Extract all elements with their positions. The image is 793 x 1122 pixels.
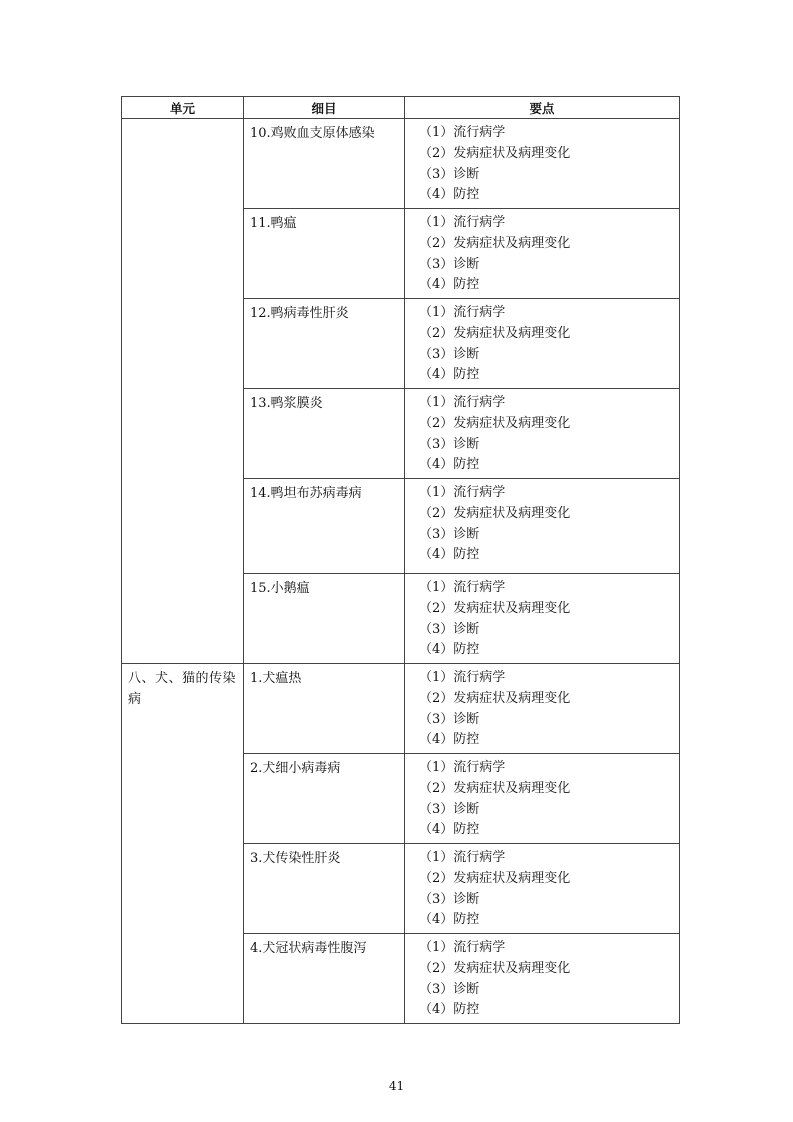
syllabus-table <box>121 96 680 1024</box>
item-cell: 4.犬冠状病毒性腹泻 <box>244 934 405 1024</box>
point-line: （4）防控 <box>419 277 480 293</box>
point-line: （3）诊断 <box>419 621 480 637</box>
points-cell <box>405 934 680 1024</box>
item-cell: 14.鸭坦布苏病毒病 <box>244 479 405 574</box>
point-line: （1）流行病学 <box>419 850 506 865</box>
points-cell <box>405 574 680 664</box>
point-line: （3）诊断 <box>419 256 480 272</box>
item-cell: 12.鸭病毒性肝炎 <box>244 299 405 389</box>
points-cell <box>405 664 680 754</box>
point-line: （2）发病症状及病理变化 <box>419 325 571 341</box>
points-cell <box>405 119 680 209</box>
point-line: （4）防控 <box>419 547 480 563</box>
point-line: （2）发病症状及病理变化 <box>419 960 571 976</box>
points-cell <box>405 844 680 934</box>
point-line: （4）防控 <box>419 187 480 203</box>
point-line: （3）诊断 <box>419 801 480 817</box>
item-cell: 1.犬瘟热 <box>244 664 405 754</box>
item-cell: 11.鸭瘟 <box>244 209 405 299</box>
point-line: （1）流行病学 <box>419 940 506 955</box>
point-line: （3）诊断 <box>419 166 480 182</box>
points-cell <box>405 754 680 844</box>
point-line: （4）防控 <box>419 912 480 928</box>
point-line: （2）发病症状及病理变化 <box>419 145 571 161</box>
point-line: （4）防控 <box>419 457 480 473</box>
point-line: （1）流行病学 <box>419 760 506 775</box>
point-line: （3）诊断 <box>419 526 480 542</box>
points-cell <box>405 299 680 389</box>
page-number: 41 <box>388 1079 405 1093</box>
point-line: （4）防控 <box>419 642 480 658</box>
header-item: 细目 <box>244 97 405 119</box>
point-line: （4）防控 <box>419 367 480 383</box>
point-line: （2）发病症状及病理变化 <box>419 690 571 706</box>
item-cell: 13.鸭浆膜炎 <box>244 389 405 479</box>
table-row <box>122 119 680 209</box>
point-line: （4）防控 <box>419 1002 480 1018</box>
point-line: （2）发病症状及病理变化 <box>419 780 571 796</box>
point-line: （1）流行病学 <box>419 305 506 320</box>
item-cell: 10.鸡败血支原体感染 <box>244 119 405 209</box>
point-line: （1）流行病学 <box>419 580 506 595</box>
table-row <box>122 664 680 754</box>
point-line: （3）诊断 <box>419 436 480 452</box>
table-body <box>122 119 680 1024</box>
header-unit: 单元 <box>122 97 244 119</box>
point-line: （2）发病症状及病理变化 <box>419 870 571 886</box>
unit-cell: 八、犬、猫的传染病 <box>122 664 244 1024</box>
point-line: （2）发病症状及病理变化 <box>419 235 571 251</box>
point-line: （1）流行病学 <box>419 125 506 140</box>
item-cell: 3.犬传染性肝炎 <box>244 844 405 934</box>
header-points: 要点 <box>405 97 680 119</box>
point-line: （1）流行病学 <box>419 395 506 410</box>
points-cell <box>405 389 680 479</box>
unit-cell <box>122 119 244 664</box>
point-line: （1）流行病学 <box>419 485 506 500</box>
point-line: （3）诊断 <box>419 711 480 727</box>
point-line: （4）防控 <box>419 732 480 748</box>
points-cell <box>405 479 680 574</box>
point-line: （4）防控 <box>419 822 480 838</box>
point-line: （1）流行病学 <box>419 670 506 685</box>
item-cell: 2.犬细小病毒病 <box>244 754 405 844</box>
point-line: （2）发病症状及病理变化 <box>419 600 571 616</box>
point-line: （3）诊断 <box>419 891 480 907</box>
item-cell: 15.小鹅瘟 <box>244 574 405 664</box>
point-line: （2）发病症状及病理变化 <box>419 415 571 431</box>
point-line: （2）发病症状及病理变化 <box>419 505 571 521</box>
table-header-row <box>122 97 680 119</box>
point-line: （1）流行病学 <box>419 215 506 230</box>
point-line: （3）诊断 <box>419 346 480 362</box>
points-cell <box>405 209 680 299</box>
point-line: （3）诊断 <box>419 981 480 997</box>
